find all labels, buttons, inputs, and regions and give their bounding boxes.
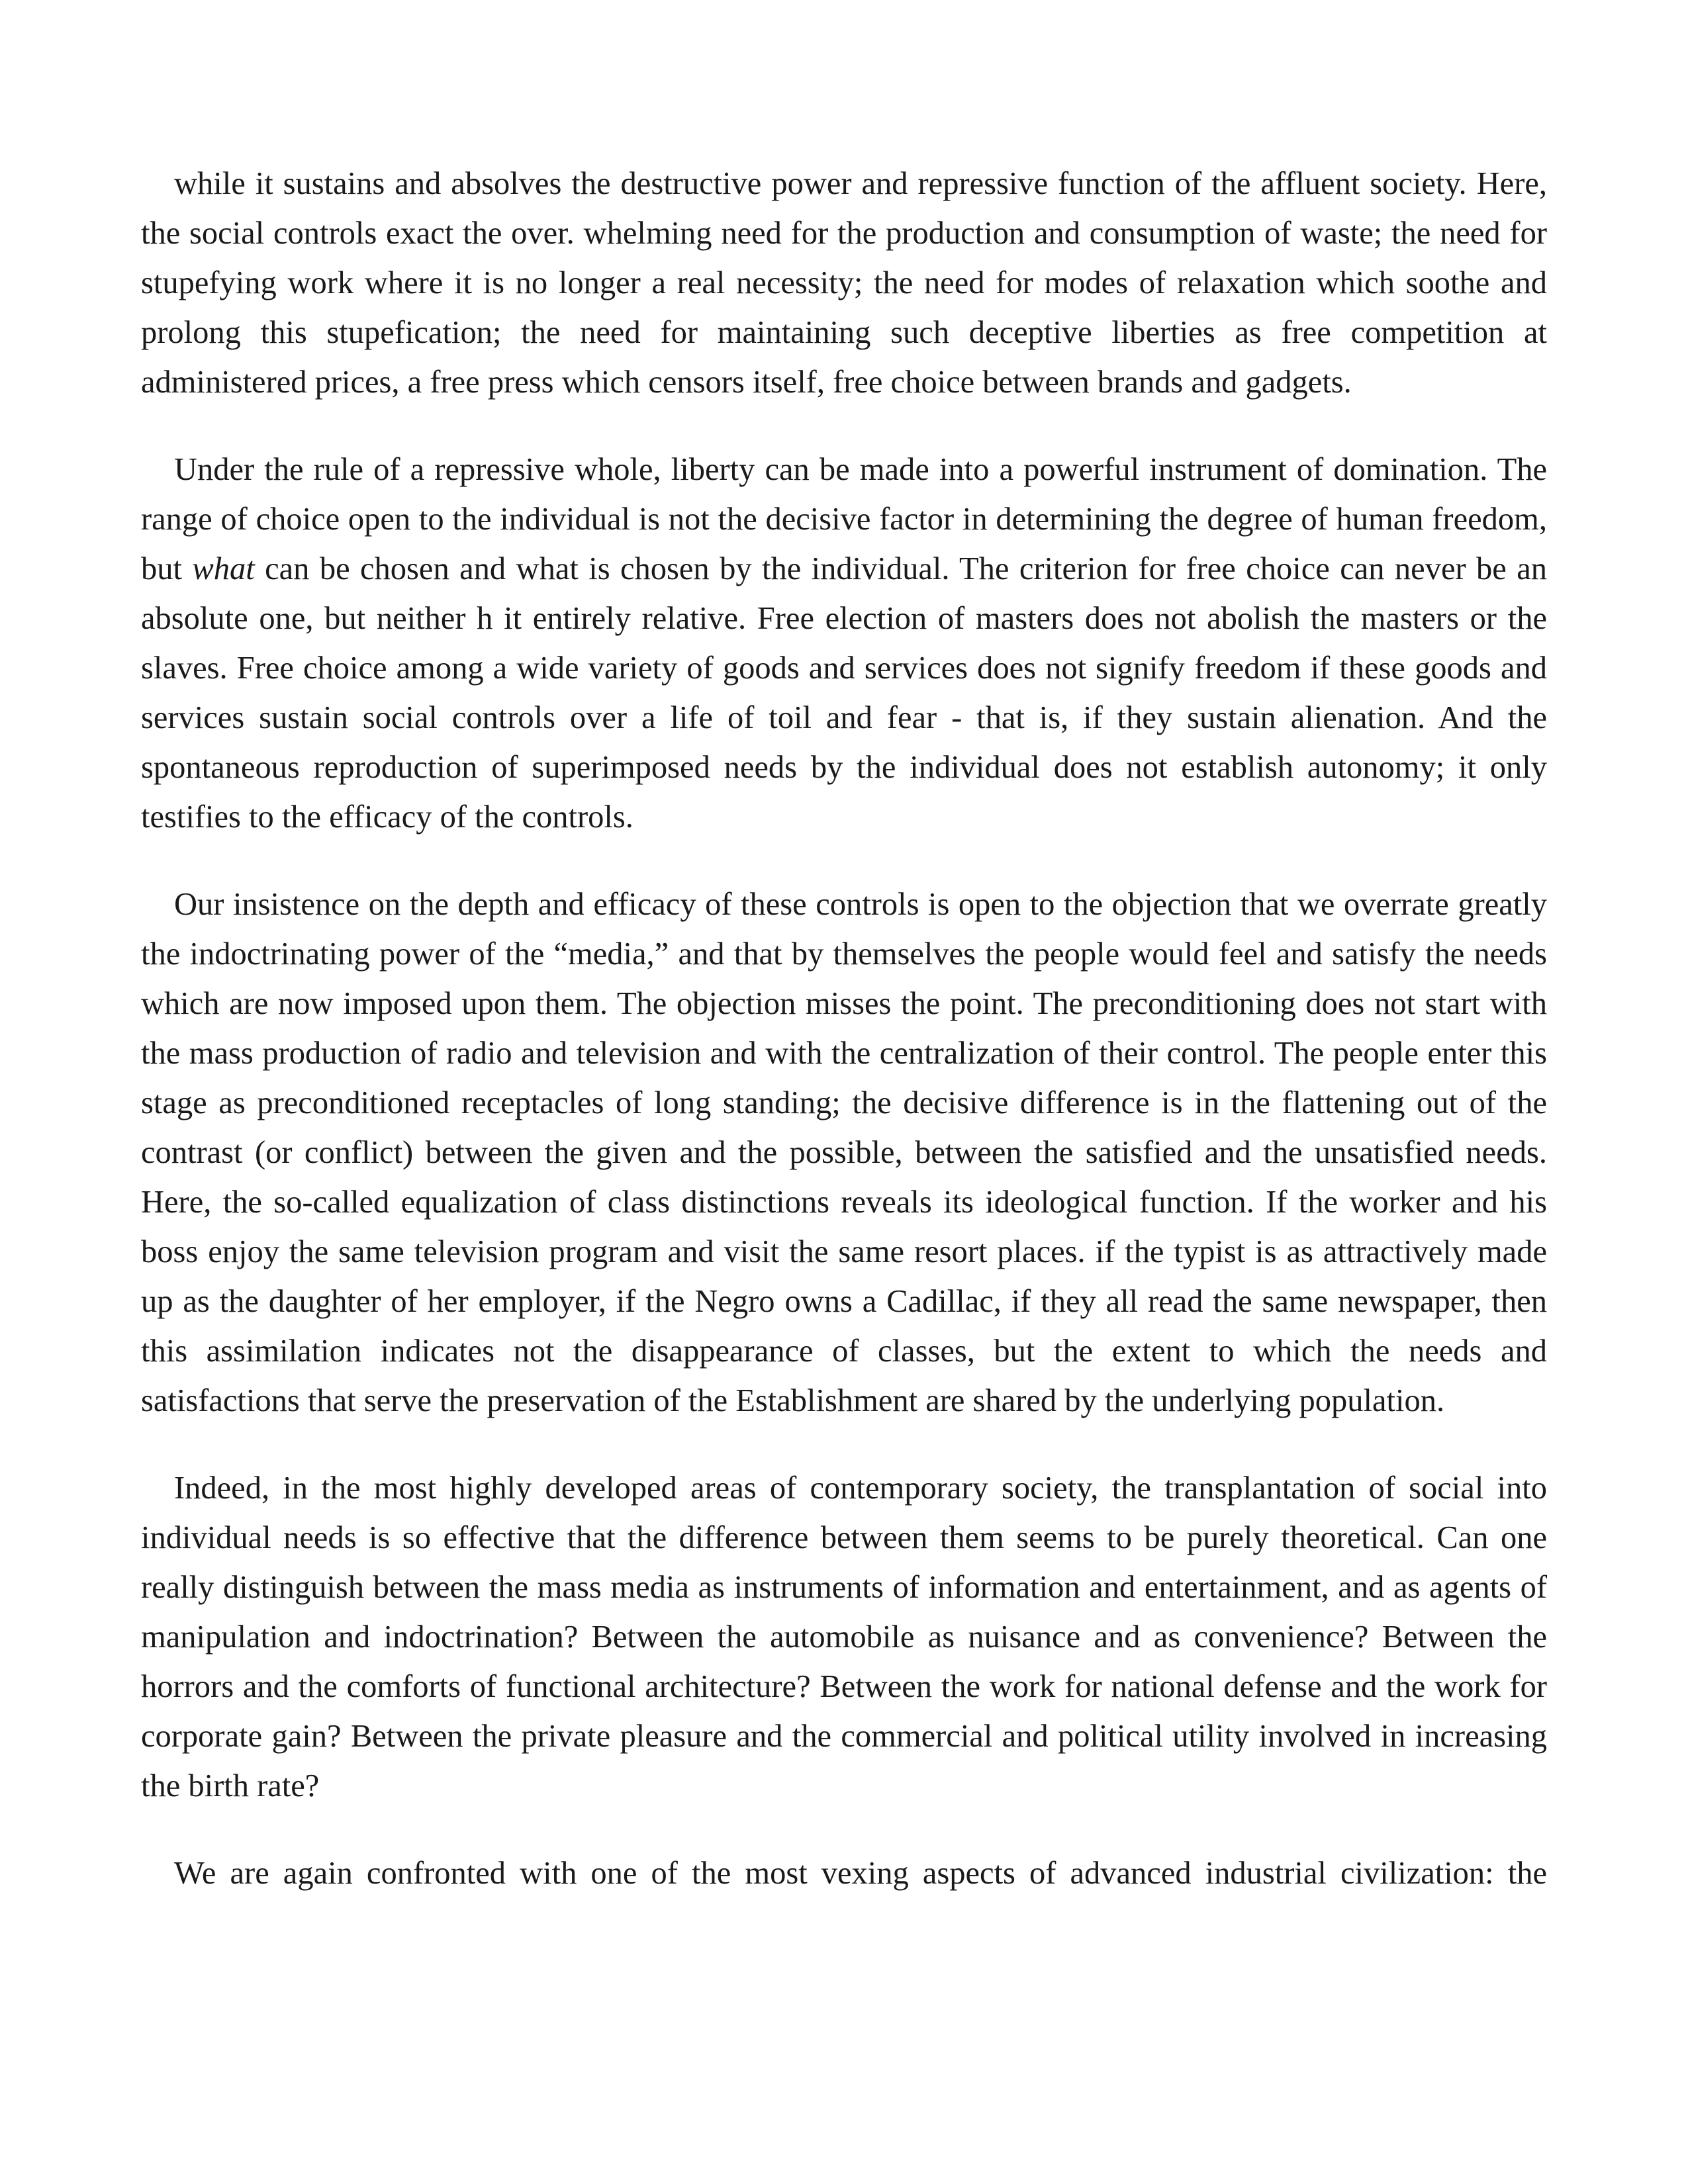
paragraph-4: Indeed, in the most highly developed areas of contemporary society, the transplantation of social into individual needs is so effective that the difference between them seems to be purely theoretical. Can one really distinguish between the mass media as instruments of information and entertainment, and as agents of manipulation and indoctrination? Between the automobile as nuisance and as convenience? Between the horrors and the comforts of functional architecture? Between the work for national defense and the work for corporate gain? Between the private pleasure and the commercial and political utility involved in increasing the birth rate? [141,1471,1547,1803]
paragraph-3: Our insistence on the depth and efficacy of these controls is open to the objection that we overrate greatly the indoctrinating power of the “media,” and that by themselves the people would feel and satisfy the needs which are now imposed upon them. The objection misses the point. The preconditioning does not start with the mass production of radio and television and with the centralization of their control. The people enter this stage as preconditioned receptacles of long standing; the decisive difference is in the flattening out of the contrast (or conflict) between the given and the possible, between the satisfied and the unsatisfied needs. Here, the so-called equalization of class distinctions reveals its ideological function. If the worker and his boss enjoy the same television program and visit the same resort places. if the typist is as attractively made up as the daughter of her employer, if the Negro owns a Cadillac, if they all read the same newspaper, then this assimilation indicates not the disappearance of classes, but the extent to which the needs and satisfactions that serve the preservation of the Establishment are shared by the underlying population. [141,887,1547,1418]
paragraph-5: We are again confronted with one of the most vexing aspects of advanced industrial civilization: the [174,1856,1547,1891]
paragraph-2 [141,445,1547,842]
paragraph-1: while it sustains and absolves the destructive power and repressive function of the affluent society. Here, the social controls exact the over. whelming need for the production and consumption of waste; the need for stupefying work where it is no longer a real necessity; the need for modes of relaxation which soothe and prolong this stupefication; the need for maintaining such deceptive liberties as free competition at administered prices, a free press which censors itself, free choice between brands and gadgets. [141,166,1547,400]
paragraph-2-text-after: can be chosen and what is chosen by the individual. The criterion for free choice can never be an absolute one, but neither h it entirely relative. Free election of masters does not abolish the masters or the slaves. Free choice among a wide variety of goods and services does not signify freedom if these goods and services sustain social controls over a life of toil and fear - that is, if they sustain alienation. And the spontaneous reproduction of superimposed needs by the individual does not establish autonomy; it only testifies to the efficacy of the controls. [141,551,1547,835]
document-page [141,159,1547,1898]
emphasis-what: what [192,551,255,586]
paragraph-2-text-before: Under the rule of a repressive whole, liberty can be made into a powerful instrument of domination. The range of choice open to the individual is not the decisive factor in determining the degree of human freedom, but [141,452,1547,586]
